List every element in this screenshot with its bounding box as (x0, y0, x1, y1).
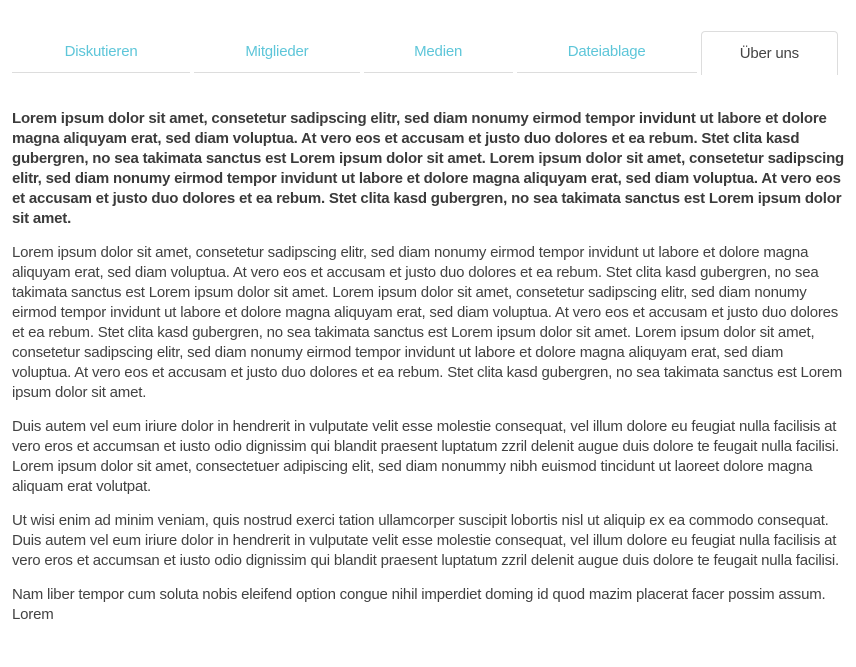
tab-medien[interactable]: Medien (364, 31, 513, 73)
tab-ueber-uns[interactable]: Über uns (701, 31, 838, 75)
tab-mitglieder[interactable]: Mitglieder (194, 31, 360, 73)
tab-dateiablage[interactable]: Dateiablage (517, 31, 697, 73)
about-content (12, 109, 844, 625)
about-paragraph-3: Duis autem vel eum iriure dolor in hendrerit in vulputate velit esse molestie consequat, vel illum dolore eu feugiat nulla facilisis at vero eros et accumsan et iusto odio dignissim qui blandit praesent luptatum zzril delenit augue duis dolore te feugait nulla facilisi. Lorem ipsum dolor sit amet, consectetuer adipiscing elit, sed diam nonummy nibh euismod tincidunt ut laoreet dolore magna aliquam erat volutpat. (12, 418, 840, 495)
about-paragraph-4: Ut wisi enim ad minim veniam, quis nostrud exerci tation ullamcorper suscipit lobortis nisl ut aliquip ex ea commodo consequat. Duis autem vel eum iriure dolor in hendrerit in vulputate velit esse molestie consequat, vel illum dolore eu feugiat nulla facilisis at vero eros et accumsan et iusto odio dignissim qui blandit praesent luptatum zzril delenit augue duis dolore te feugait nulla facilisi. (12, 512, 840, 569)
about-paragraph-1: Lorem ipsum dolor sit amet, consetetur sadipscing elitr, sed diam nonumy eirmod tempor invidunt ut labore et dolore magna aliquyam erat, sed diam voluptua. At vero eos et accusam et justo duo dolores et ea rebum. Stet clita kasd gubergren, no sea takimata sanctus est Lorem ipsum dolor sit amet. Lorem ipsum dolor sit amet, consetetur sadipscing elitr, sed diam nonumy eirmod tempor invidunt ut labore et dolore magna aliquyam erat, sed diam voluptua. At vero eos et accusam et justo duo dolores et ea rebum. Stet clita kasd gubergren, no sea takimata sanctus est Lorem ipsum dolor sit amet. (12, 110, 845, 227)
tab-diskutieren[interactable]: Diskutieren (12, 31, 190, 73)
about-paragraph-2: Lorem ipsum dolor sit amet, consetetur sadipscing elitr, sed diam nonumy eirmod tempor invidunt ut labore et dolore magna aliquyam erat, sed diam voluptua. At vero eos et accusam et justo duo dolores et ea rebum. Stet clita kasd gubergren, no sea takimata sanctus est Lorem ipsum dolor sit amet. Lorem ipsum dolor sit amet, consetetur sadipscing elitr, sed diam nonumy eirmod tempor invidunt ut labore et dolore magna aliquyam erat, sed diam voluptua. At vero eos et accusam et justo duo dolores et ea rebum. Stet clita kasd gubergren, no sea takimata sanctus est Lorem ipsum dolor sit amet. Lorem ipsum dolor sit amet, consetetur sadipscing elitr, sed diam nonumy eirmod tempor invidunt ut labore et dolore magna aliquyam erat, sed diam voluptua. At vero eos et accusam et justo duo dolores et ea rebum. Stet clita kasd gubergren, no sea takimata sanctus est Lorem ipsum dolor sit amet. (12, 244, 843, 401)
about-paragraph-5: Nam liber tempor cum soluta nobis eleifend option congue nihil imperdiet doming id quod mazim placerat facer possim assum. Lorem (12, 586, 826, 623)
space-nav-tabs (10, 31, 840, 75)
